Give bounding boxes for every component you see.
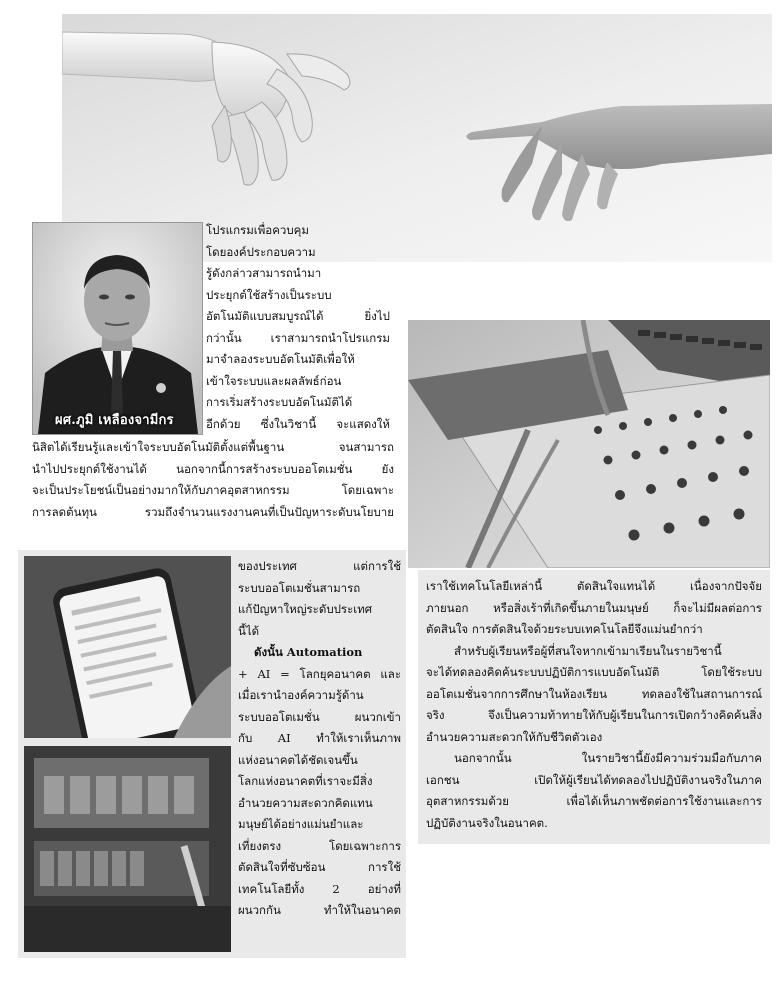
article-line: อัตโนมัติแบบสมบูรณ์ได้ ยิ่งไป: [206, 309, 390, 323]
article-line: อำนวยความสะดวกให้กับชีวิตตัวเอง: [426, 729, 603, 744]
article-right-column: [426, 576, 762, 834]
article-heading-line: ดังนั้น Automation: [254, 645, 363, 659]
article-line: แก้ปัญหาใหญ่ระดับประเทศ: [238, 602, 373, 616]
article-line: กับ AI ทำให้เราเห็นภาพ: [238, 731, 401, 745]
article-line: อุตสาหกรรมด้วย เพื่อได้เห็นภาพชัดต่อการใช้งานและการ: [426, 794, 762, 808]
article-line: เที่ยงตรง โดยเฉพาะการ: [238, 838, 401, 853]
article-line: มาจำลองระบบอัตโนมัติเพื่อให้: [206, 352, 355, 366]
article-line: จะได้ทดลองคิดค้นระบบปฏิบัติการแบบอัตโนมัติ โดยใช้ระบบ: [426, 665, 762, 679]
article-line: ประยุกต์ใช้สร้างเป็นระบบ: [206, 287, 332, 302]
article-line: อีกด้วย ซึ่งในวิชานี้ จะแสดงให้: [206, 416, 390, 431]
smartphone-photo: [24, 556, 231, 738]
article-line: นำไปประยุกต์ใช้งานได้ นอกจากนี้การสร้างระบบออโตเมชั่น ยัง: [32, 461, 394, 476]
portrait-photo: [32, 222, 203, 435]
article-line: การเริ่มสร้างระบบอัตโนมัติได้: [206, 395, 353, 409]
article-line: สำหรับผู้เรียนหรือผู้ที่สนใจหากเข้ามาเรียนในรายวิชานี้: [454, 643, 722, 658]
article-line: อำนวยความสะดวกคิดแทน: [238, 795, 373, 810]
article-line: เราใช้เทคโนโลยีเหล่านี้ ตัดสินใจแทนได้ เนื่องจากปัจจัย: [426, 579, 762, 593]
article-line: จะเป็นประโยชน์เป็นอย่างมากให้กับภาคอุตสาหกรรม โดยเฉพาะ: [32, 483, 394, 497]
article-line: กว่านั้น เราสามารถนำโปรแกรม: [206, 330, 390, 345]
article-line: ปฏิบัติงานจริงในอนาคต.: [426, 815, 548, 830]
control-panel-photo: [408, 320, 770, 568]
article-line: ตัดสินใจ การตัดสินใจด้วยระบบเทคโนโลยีจึงแม่นยำกว่า: [426, 622, 703, 636]
article-line: ออโตเมชั่นจากการศึกษาในห้องเรียน ทดลองใช้ในสถานการณ์: [426, 686, 762, 701]
article-line: ตัดสินใจที่ซับซ้อน การใช้: [238, 860, 401, 874]
article-line: เมื่อเรานำองค์ความรู้ด้าน: [238, 688, 364, 702]
article-line: นอกจากนั้น ในรายวิชานี้ยังมีความร่วมมือกับภาค: [454, 751, 762, 765]
article-line: การลดต้นทุน รวมถึงจำนวนแรงงานคนที่เป็นปัญหาระดับนโยบาย: [32, 504, 394, 519]
article-line: นิสิตได้เรียนรู้และเข้าใจระบบอัตโนมัติตั้งแต่พื้นฐาน จนสามารถ: [32, 440, 394, 454]
article-line: ของประเทศ แต่การใช้: [238, 559, 401, 573]
article-line: เทคโนโลยีทั้ง 2 อย่างที่: [238, 881, 401, 896]
article-line: ระบบออโตเมชั่น ผนวกเข้า: [238, 709, 401, 724]
article-top-narrow-column: [206, 220, 390, 435]
article-line: ผนวกกัน ทำให้ในอนาคต: [238, 903, 401, 917]
article-line: + AI = โลกยุคอนาคต และ: [238, 666, 401, 681]
article-line: ระบบออโตเมชั่นสามารถ: [238, 580, 361, 595]
article-line: โลกแห่งอนาคตที่เราจะมีสิ่ง: [238, 774, 373, 788]
article-line: โดยองค์ประกอบความ: [206, 244, 316, 259]
article-left-column: [238, 556, 401, 922]
article-line: เข้าใจระบบและผลลัพธ์ก่อน: [206, 373, 342, 388]
article-line: เอกชน เปิดให้ผู้เรียนได้ทดลองไปปฏิบัติงานจริงในภาค: [426, 772, 762, 787]
article-line: รู้ดังกล่าวสามารถนำมา: [206, 266, 322, 280]
article-top-wide-block: [32, 437, 394, 523]
portrait-caption: ผศ.ภูมิ เหลืองจามีกร: [55, 413, 174, 428]
article-line: โปรแกรมเพื่อควบคุม: [206, 223, 309, 237]
electronics-cabinet-photo: [24, 746, 231, 952]
article-line: จริง จึงเป็นความท้าทายให้กับผู้เรียนในการเปิดกว้างคิดค้นสิ่ง: [426, 708, 762, 722]
article-line: มนุษย์ได้อย่างแม่นยำและ: [238, 817, 364, 831]
article-line: นี้ได้: [238, 623, 260, 638]
article-line: ภายนอก หรือสิ่งเร้าที่เกิดขึ้นภายในมนุษย์ ก็จะไม่มีผลต่อการ: [426, 600, 762, 615]
article-line: แห่งอนาคตได้ชัดเจนขึ้น: [238, 752, 358, 767]
